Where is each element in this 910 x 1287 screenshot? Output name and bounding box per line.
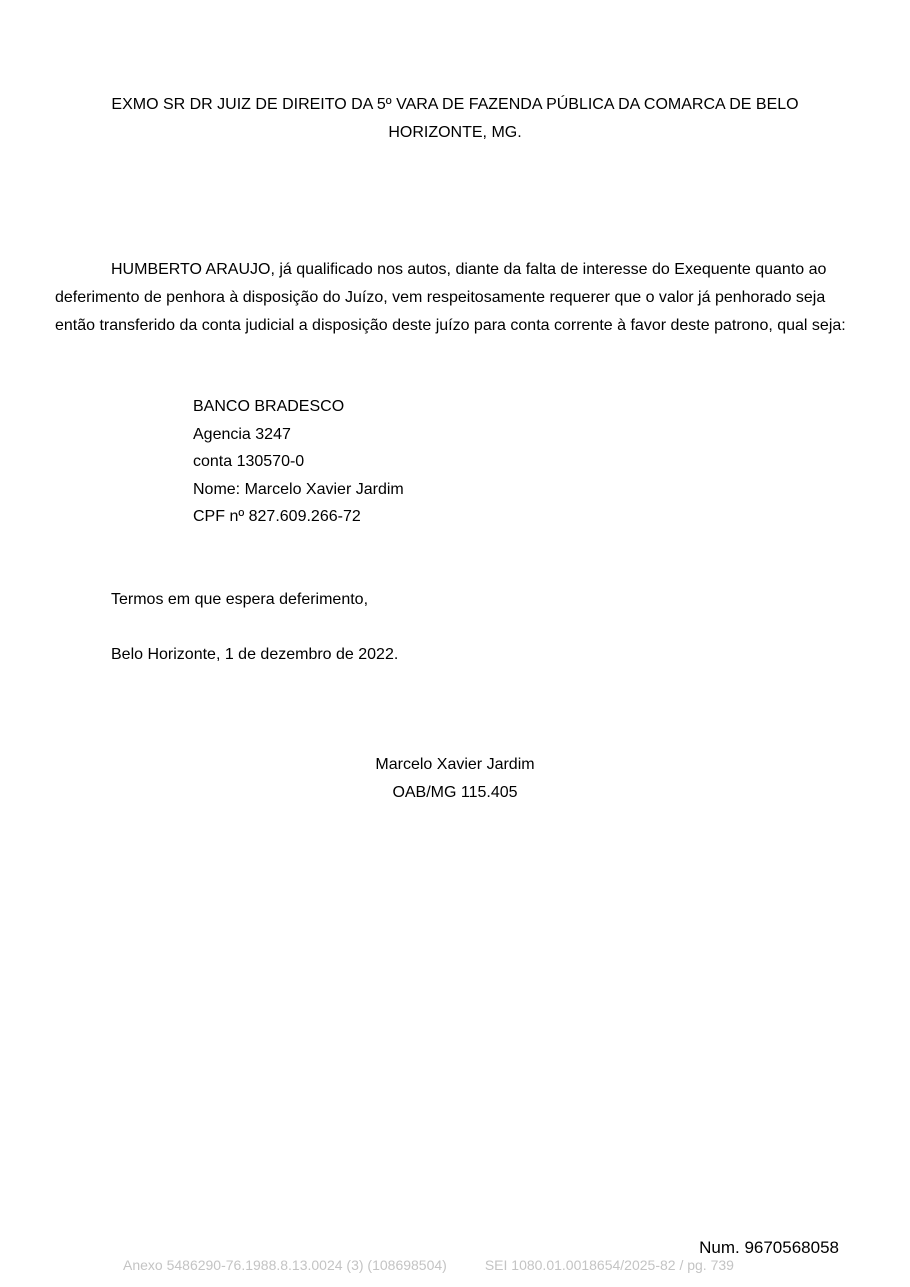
document-number: Num. 9670568058 [699,1238,839,1257]
closing-phrase: Termos em que espera deferimento, [111,591,369,608]
account-holder-cpf: CPF nº 827.609.266-72 [193,508,361,525]
bank-account: conta 130570-0 [193,453,305,470]
petition-paragraph: HUMBERTO ARAUJO, já qualificado nos autos, diante da falta de interesse do Exequente quanto ao deferimento de penhora à disposição do Juízo, vem respeitosamente requerer que o valor já penhorado seja então transferido da conta judicial a disposição deste juízo para conta corrente à favor deste patrono, qual seja: [55,261,846,334]
signatory-name: Marcelo Xavier Jardim [375,756,535,773]
footer-sei-reference: SEI 1080.01.0018654/2025-82 / pg. 739 [484,1257,734,1273]
bank-name: BANCO BRADESCO [193,398,345,415]
signatory-registration: OAB/MG 115.405 [392,784,518,801]
place-and-date: Belo Horizonte, 1 de dezembro de 2022. [111,646,399,663]
signature-block [255,751,655,807]
heading-line-1: EXMO SR DR JUIZ DE DIREITO DA 5º VARA DE FAZENDA PÚBLICA DA COMARCA DE BELO [111,96,799,113]
bank-agency: Agencia 3247 [193,425,291,443]
heading-line-2: HORIZONTE, MG. [388,124,522,141]
footer-annex: Anexo 5486290-76.1988.8.13.0024 (3) (108698504) [123,1257,447,1273]
account-holder-name: Nome: Marcelo Xavier Jardim [193,480,404,498]
document-heading [55,91,855,147]
footer-stamp [123,1257,734,1273]
bank-details [193,393,404,531]
